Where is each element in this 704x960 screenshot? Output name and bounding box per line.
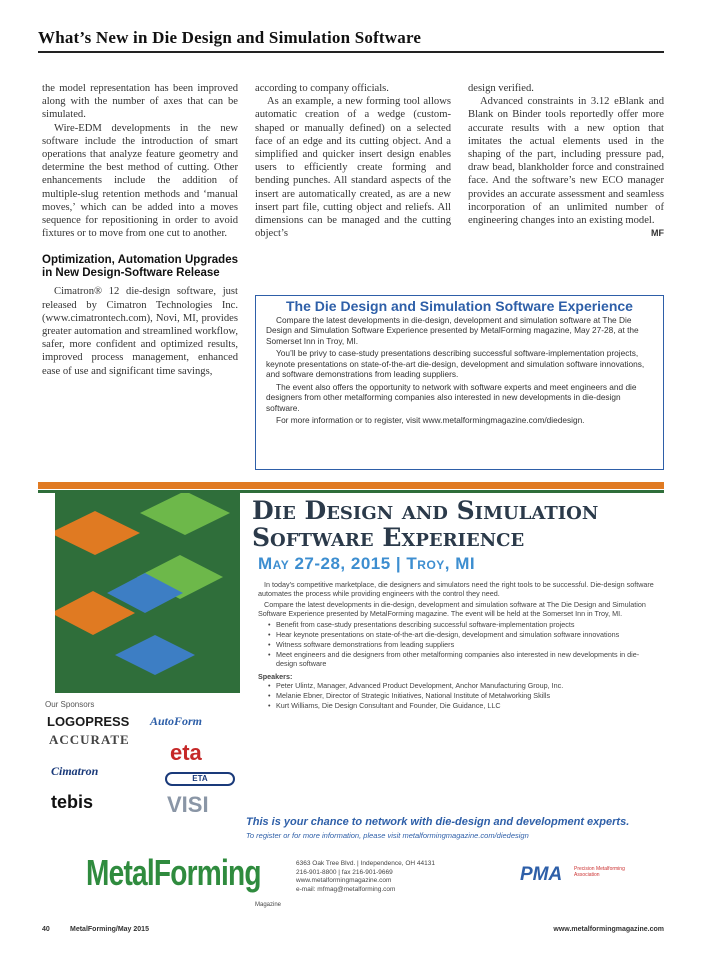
ad-paragraph: In today’s competitive marketplace, die designers and simulators need the right tools to be successful. Die-design software automates the process while providing engineers with the control they need.	[258, 580, 654, 598]
list-item: • Benefit from case-study presentations describing successful software-implementation projects	[268, 620, 658, 629]
paragraph: design verified.	[468, 83, 534, 94]
sponsor-logo-eta: eta	[170, 740, 202, 765]
paragraph: Cimatron® 12 die-design software, just released by Cimatron Technologies Inc. (www.cimatrontech.com), Novi, MI, provides greater automation and streamlined workflow, safer, more confident and optimized results, improved process management, enhanced ease of use and significant time savings,	[42, 286, 238, 377]
ad-diamond-graphic	[55, 493, 240, 693]
sidebar-paragraph: You’ll be privy to case-study presentations describing successful software-implementation projects, keynote presentations on state-of-the-art die-design, development and simulation software innovations, and software demonstrations from leading suppliers.	[266, 348, 645, 379]
sidebar-paragraph: The event also offers the opportunity to network with software experts and meet engineers and die designers from other metalforming companies also interested in new developments in die-design software.	[266, 381, 637, 413]
event-sidebar-box	[255, 295, 664, 470]
metalforming-logo-subtitle: Magazine	[255, 902, 282, 908]
ad-event-date: May 27-28, 2015 | Troy, MI	[258, 554, 476, 573]
paragraph: As an example, a new forming tool allows automatic creation of a wedge (custom-shaped or manually defined) on a selected face of an edge and its cutting object. And a simplified and quicker insert design enables users to efficiently create forming and bending punches. All standard aspects of the insert are automatically created, as are a new insert part file, cutting object and reliefs. All dimensions can be managed and the cutting object’s	[255, 96, 451, 240]
sponsor-logo-eta-oval: ETA	[165, 772, 235, 786]
article-column-1	[42, 82, 238, 378]
footer-website[interactable]: www.metalformingmagazine.com	[553, 926, 664, 933]
sponsor-logo-visi: VISI	[167, 792, 209, 817]
ad-bullet-list	[268, 620, 658, 668]
pma-logo-text: PMA	[520, 864, 563, 885]
speakers-list	[268, 681, 658, 710]
sponsor-logo-logopress: LOGOPRESS	[47, 714, 130, 729]
sidebar-paragraph: For more information or to register, visit www.metalformingmagazine.com/diedesign.	[276, 415, 585, 425]
paragraph	[468, 95, 664, 239]
publisher-contact	[296, 860, 435, 894]
header-rule	[38, 51, 664, 53]
ad-top-bar-orange	[38, 482, 664, 489]
paragraph: the model representation has been improved along with the number of axes that can be simulated.	[42, 83, 238, 121]
ad-body	[258, 580, 658, 714]
paragraph: according to company officials.	[255, 83, 389, 94]
list-item: • Witness software demonstrations from leading suppliers	[268, 640, 658, 649]
page-number: 40	[42, 926, 50, 933]
metalforming-logo: MetalForming	[86, 852, 261, 893]
list-item: • Melanie Ebner, Director of Strategic Initiatives, National Institute of Metalworking Skills	[268, 691, 658, 700]
publisher-website[interactable]: www.metalformingmagazine.com	[296, 877, 392, 884]
article-column-3	[468, 82, 664, 240]
ad-title-line-1: Die Design and Simulation	[252, 496, 599, 525]
pma-logo-subtitle: Precision Metalforming Association	[574, 866, 625, 878]
sidebar-paragraph: Compare the latest developments in die-design, development and simulation software at The Die Design and Simulation Software Experience presented by MetalForming magazine, May 27-28, at the Somerset Inn in Troy, MI.	[266, 314, 639, 346]
list-item: • Hear keynote presentations on state-of-the-art die-design, development and simulation software innovations	[268, 630, 658, 639]
header-title: What’s New in Die Design and Simulation Software	[38, 28, 422, 47]
article-subhead: Optimization, Automation Upgrades in New Design-Software Release	[42, 254, 238, 280]
ad-paragraph: Compare the latest developments in die-design, development and simulation software at The Die Design and Simulation Software Experience presented by MetalForming magazine. The event will be held at the Somerset Inn in Troy, MI.	[258, 600, 646, 618]
footer-magazine-issue: MetalForming/May 2015	[70, 926, 149, 933]
publisher-email[interactable]: e-mail: mfmag@metalforming.com	[296, 885, 396, 893]
paragraph: Wire-EDM developments in the new software include the introduction of smart operations that analyze feature geometry and determine the best method of cutting. Other enhancements include the addition of multiple-slug retention methods and ‘manual moves,’ which can be added into a moves sequence for repositioning in order to avoid fixtures or to move from one cut to another.	[42, 122, 238, 240]
sponsor-logo-tebis: tebis	[51, 792, 94, 812]
publisher-address: 6363 Oak Tree Blvd. | Independence, OH 44131	[296, 860, 436, 867]
publisher-phone: 216-901-8800 | fax 216-901-9669	[296, 868, 393, 876]
end-mark: MF	[651, 228, 664, 239]
pma-logo	[520, 864, 625, 886]
sponsor-logo-cimatron: Cimatron	[51, 764, 99, 778]
sponsors-area	[45, 700, 245, 830]
sponsors-label: Our Sponsors	[45, 700, 95, 709]
list-item: • Meet engineers and die designers from other metalforming companies also interested in new developments in die-design software	[268, 650, 658, 668]
ad-title-line-2: Software Experience	[252, 523, 525, 552]
speakers-label: Speakers:	[258, 672, 293, 681]
sidebar-title: The Die Design and Simulation Software Experience	[286, 298, 633, 314]
list-item: • Peter Ulintz, Manager, Advanced Product Development, Anchor Manufacturing Group, Inc.	[268, 681, 658, 690]
page-header	[38, 28, 664, 53]
list-item: • Kurt Williams, Die Design Consultant and Founder, Die Guidance, LLC	[268, 701, 658, 710]
ad-register-link[interactable]: To register or for more information, please visit metalformingmagazine.com/diedesign	[246, 831, 529, 840]
paragraph-text: Advanced constraints in 3.12 eBlank and Blank on Binder tools reportedly offer more accurate results with a new option that imitates the actual elements used in the shaping of the part, including pressure pad, draw bead, blankholder force and constrained face. And the software’s new ECO manager provides an accurate assessment and seamless incorporation of an unlimited number of engineering changes into an existing model.	[468, 96, 664, 227]
sponsor-logo-accurate: ACCURATE	[49, 732, 130, 747]
article-column-2	[255, 82, 451, 240]
ad-tagline: This is your chance to network with die-design and development experts.	[246, 816, 630, 828]
ad-title	[252, 497, 664, 551]
sponsor-logo-autoform: AutoForm	[150, 714, 203, 728]
